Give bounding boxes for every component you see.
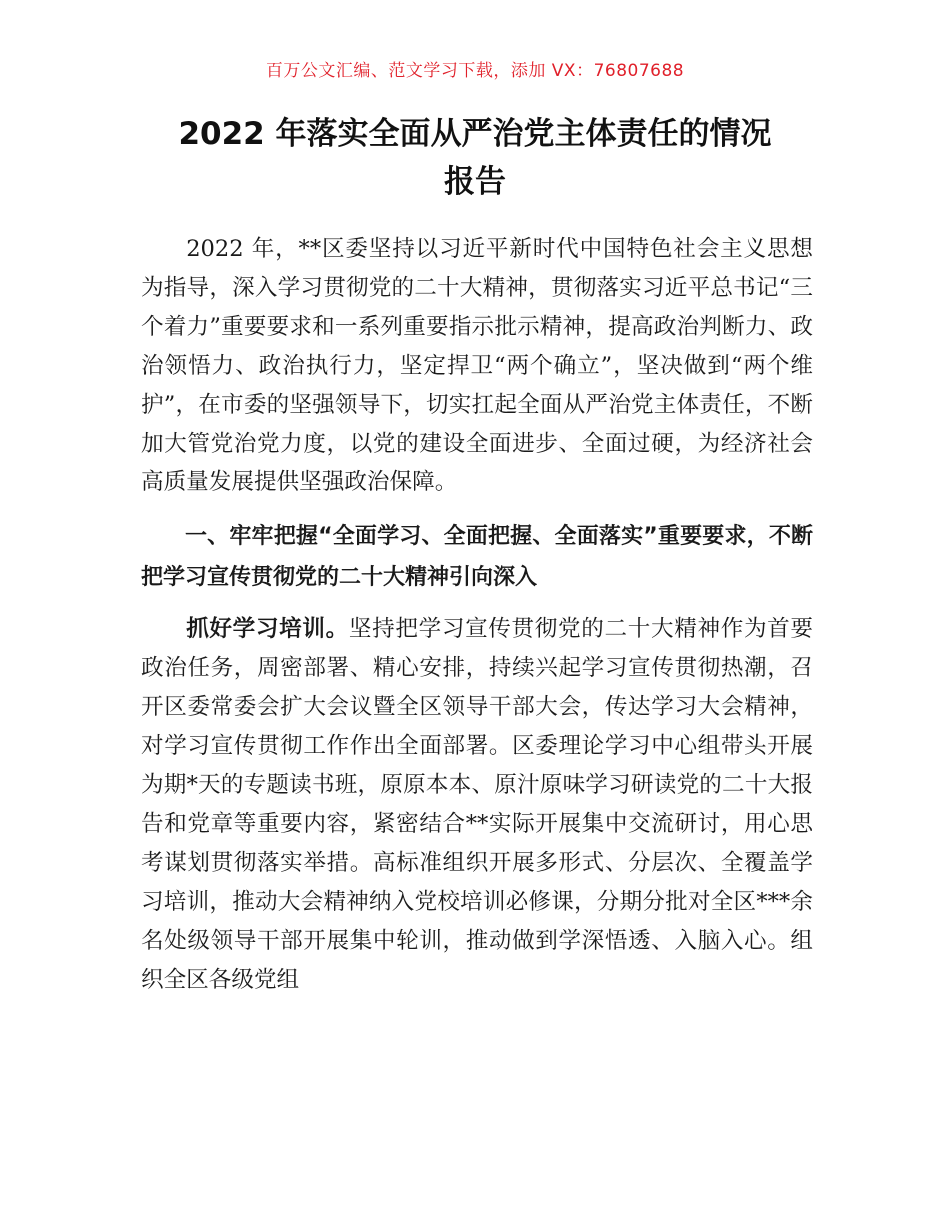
section-paragraph-1 (141, 610, 813, 999)
title-line-1: 2022 年落实全面从严治党主体责任的情况 (178, 116, 772, 152)
title-line-2: 报告 (444, 164, 506, 200)
intro-paragraph: 2022 年，**区委坚持以习近平新时代中国特色社会主义思想为指导，深入学习贯彻党的二十大精神，贯彻落实习近平总书记“三个着力”重要要求和一系列重要指示批示精神，提高政治判断力、政治领悟力、政治执行力，坚定捍卫“两个确立”，坚决做到“两个维护”，在市委的坚强领导下，切实扛起全面从严治党主体责任，不断加大管党治党力度，以党的建设全面进步、全面过硬，为经济社会高质量发展提供坚强政治保障。 (141, 236, 813, 496)
document-body (141, 230, 813, 1013)
paragraph-lead: 抓好学习培训。 (186, 616, 349, 643)
paragraph-text: 坚持把学习宣传贯彻党的二十大精神作为首要政治任务，周密部署、精心安排，持续兴起学习宣传贯彻热潮，召开区委常委会扩大会议暨全区领导干部大会，传达学习大会精神，对学习宣传贯彻工作作出全面部署。区委理论学习中心组带头开展为期*天的专题读书班，原原本本、原汁原味学习研读党的二十大报告和党章等重要内容，紧密结合**实际开展集中交流研讨，用心思考谋划贯彻落实举措。高标准组织开展多形式、分层次、全覆盖学习培训，推动大会精神纳入党校培训必修课，分期分批对全区***余名处级领导干部开展集中轮训，推动做到学深悟透、入脑入心。组织全区各级党组 (141, 616, 814, 993)
watermark-text: 百万公文汇编、范文学习下载，添加 VX：76807688 (265, 61, 685, 81)
document-title (120, 110, 830, 206)
section-heading-1: 一、牢牢把握“全面学习、全面把握、全面落实”重要要求，不断把学习宣传贯彻党的二十大精神引向深入 (141, 524, 813, 591)
